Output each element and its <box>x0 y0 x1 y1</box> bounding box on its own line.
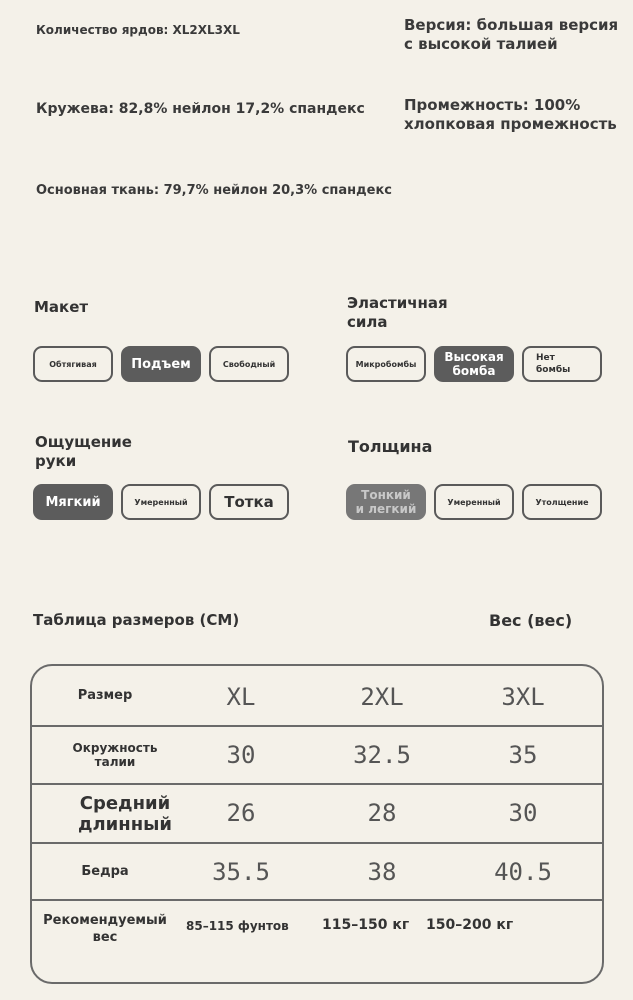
row-label-text: Бедра <box>81 864 129 879</box>
row-label-line1: Окружность <box>72 741 158 755</box>
option-hand-moderate <box>121 484 201 520</box>
option-hand-totka <box>209 484 289 520</box>
option-label: Обтягивая <box>49 359 97 369</box>
option-label-line1: Нет <box>536 353 555 363</box>
option-layout-lift <box>121 346 201 382</box>
row-label-size <box>40 666 170 725</box>
size-cell: XL <box>226 683 256 711</box>
option-label-line2: и легкий <box>355 502 417 516</box>
option-elastic-micro <box>346 346 426 382</box>
hips-cell: 35.5 <box>212 858 270 886</box>
option-thickness-moderate <box>434 484 514 520</box>
option-label: Умеренный <box>447 497 501 507</box>
option-elastic-high <box>434 346 514 382</box>
option-label: Утолщение <box>535 497 589 507</box>
spec-main-fabric: Основная ткань: 79,7% нейлон 20,3% спандекс <box>36 183 392 198</box>
hand-feel-title-line1: Ощущение <box>35 433 132 451</box>
length-cell: 30 <box>508 799 538 827</box>
option-label-line2: бомбы <box>536 365 571 375</box>
option-label-line2: бомба <box>452 364 496 378</box>
row-label-line2: вес <box>92 930 118 945</box>
row-label-line1: Средний <box>79 792 171 814</box>
row-label-hips <box>40 844 170 899</box>
elastic-title-line2: сила <box>347 313 388 331</box>
row-label-text: Размер <box>77 688 133 703</box>
size-table-title: Таблица размеров (CM) <box>33 611 240 629</box>
option-thickness-thin <box>346 484 426 520</box>
size-cell: 2XL <box>360 683 404 711</box>
option-label: Микробомбы <box>355 359 417 369</box>
elastic-title <box>347 294 448 332</box>
option-thickness-thick <box>522 484 602 520</box>
spec-crotch-line1: Промежность: 100% <box>404 96 581 114</box>
spec-version-line1: Версия: большая версия <box>404 16 619 34</box>
elastic-title-line1: Эластичная <box>347 294 448 312</box>
layout-title: Макет <box>34 298 89 316</box>
spec-lace: Кружева: 82,8% нейлон 17,2% спандекс <box>36 101 365 117</box>
length-cell: 28 <box>367 799 397 827</box>
recommended-weight-xl: 85–115 фунтов <box>186 919 289 933</box>
row-label-line2: длинный <box>77 813 173 835</box>
waist-cell: 32.5 <box>353 741 411 769</box>
option-label: Мягкий <box>45 494 101 510</box>
recommended-weight-3xl: 150–200 кг <box>426 917 514 933</box>
option-layout-tight <box>33 346 113 382</box>
option-label: Свободный <box>222 359 276 369</box>
row-label-waist <box>40 727 190 783</box>
spec-crotch-line2: хлопковая промежность <box>404 115 617 133</box>
hips-cell: 38 <box>367 858 397 886</box>
option-label: Тотка <box>224 493 274 511</box>
size-cell: 3XL <box>501 683 545 711</box>
option-label-line1: Тонкий <box>361 488 411 502</box>
option-label: Умеренный <box>134 497 188 507</box>
thickness-title: Толщина <box>348 437 433 456</box>
spec-version-line2: с высокой талией <box>404 35 558 53</box>
length-cell: 26 <box>226 799 256 827</box>
recommended-weight-2xl: 115–150 кг <box>322 917 410 933</box>
row-label-line1: Рекомендуемый <box>43 913 167 928</box>
spec-crotch <box>404 96 617 134</box>
hand-feel-title <box>35 433 132 471</box>
option-label: Подъем <box>131 356 191 372</box>
hips-cell: 40.5 <box>494 858 552 886</box>
row-label-line2: талии <box>94 755 136 769</box>
spec-yards: Количество ярдов: XL2XL3XL <box>36 23 240 37</box>
waist-cell: 35 <box>508 741 538 769</box>
option-layout-loose <box>209 346 289 382</box>
option-hand-soft <box>33 484 113 520</box>
row-label-recommended-weight <box>34 901 176 957</box>
option-elastic-none <box>522 346 602 382</box>
waist-cell: 30 <box>226 741 256 769</box>
weight-heading: Вес (вес) <box>489 611 573 630</box>
hand-feel-title-line2: руки <box>35 452 77 470</box>
spec-version <box>404 16 618 54</box>
option-label-line1: Высокая <box>444 350 504 364</box>
